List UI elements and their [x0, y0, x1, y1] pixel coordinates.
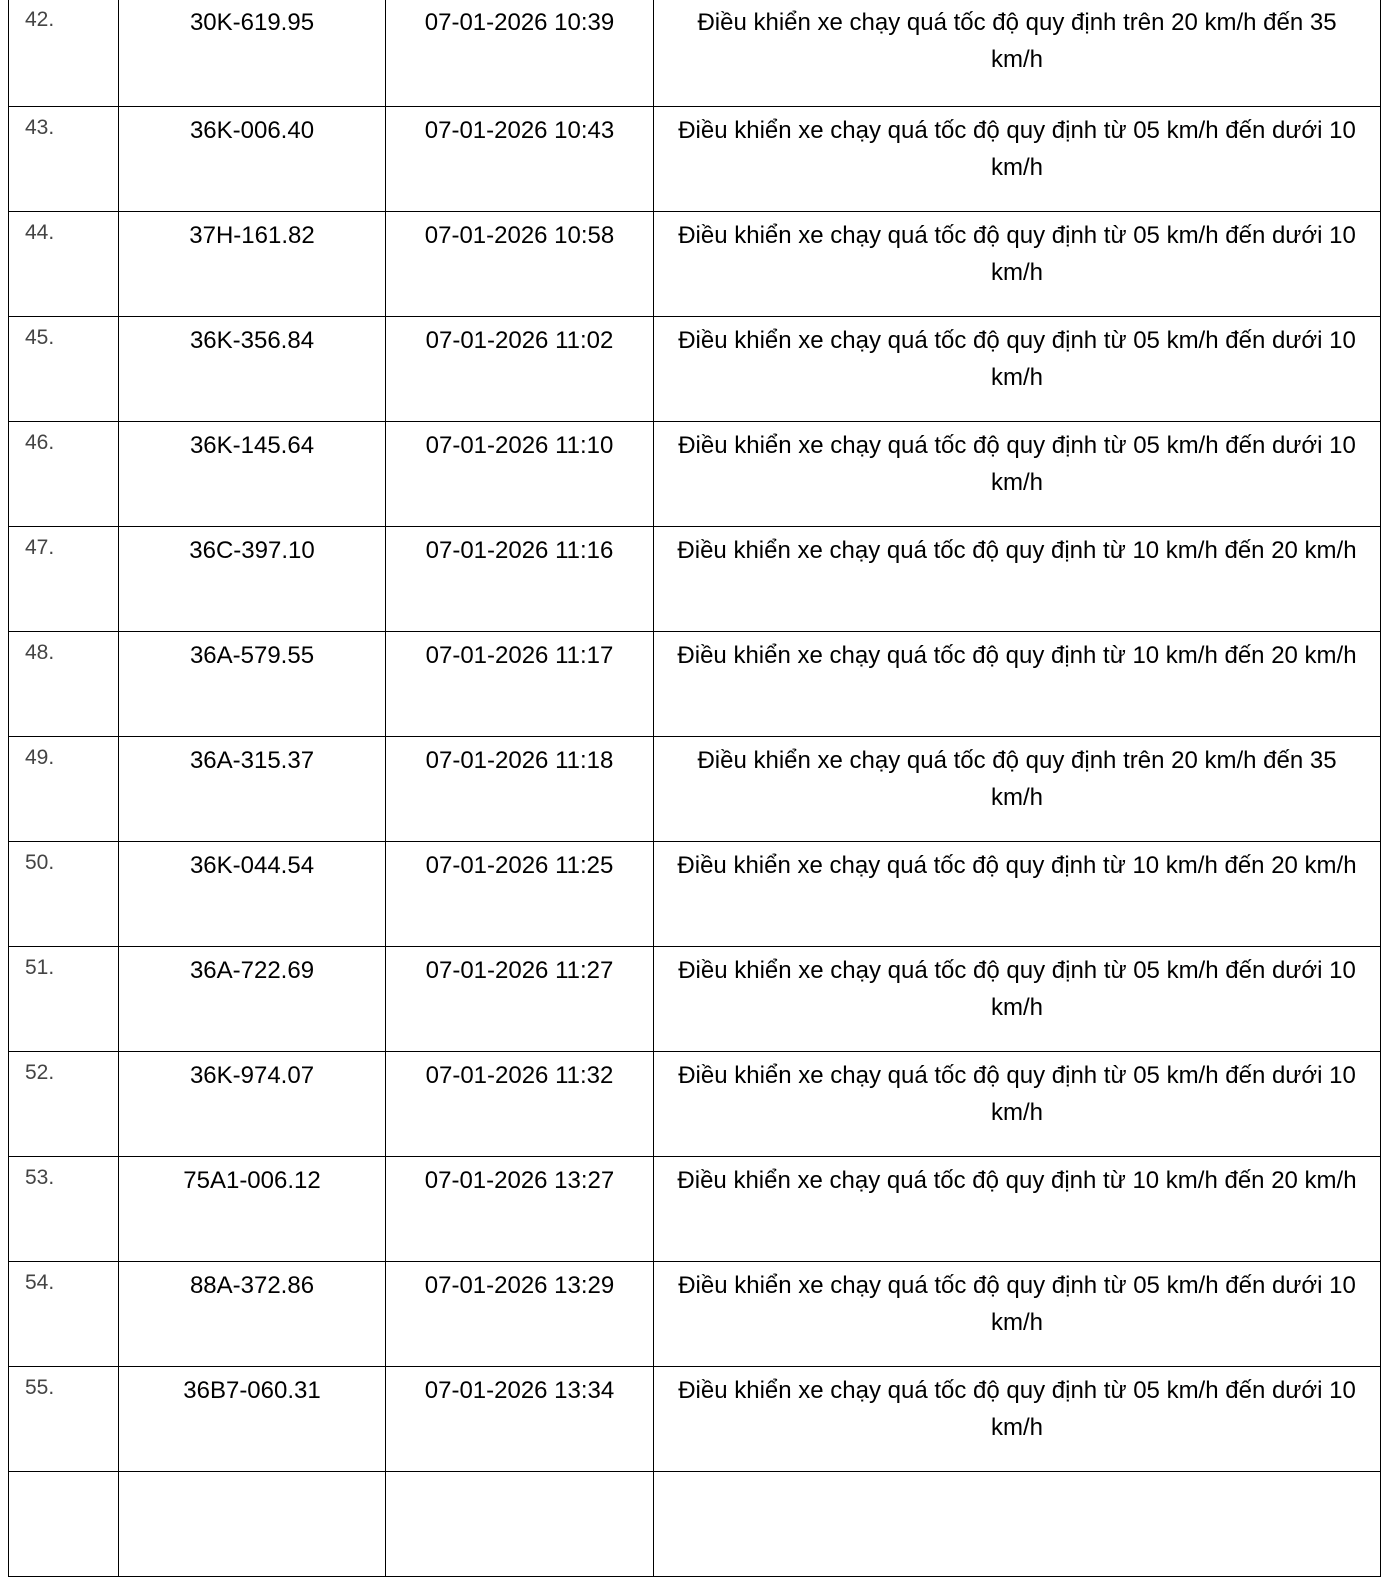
- license-plate: 36K-356.84: [119, 317, 386, 422]
- table-row: [9, 0, 1381, 107]
- violation-time: 07-01-2026 13:29: [386, 1262, 654, 1367]
- violation-time: 07-01-2026 10:58: [386, 212, 654, 317]
- violation-description: Điều khiển xe chạy quá tốc độ quy định từ 05 km/h đến dưới 10 km/h: [654, 212, 1381, 317]
- license-plate: 36K-974.07: [119, 1052, 386, 1157]
- violation-description: [654, 1472, 1381, 1577]
- violation-description: Điều khiển xe chạy quá tốc độ quy định từ 05 km/h đến dưới 10 km/h: [654, 422, 1381, 527]
- table-row: [9, 947, 1381, 1052]
- row-index: 44.: [9, 212, 119, 317]
- license-plate: 36A-315.37: [119, 737, 386, 842]
- violation-time: [386, 1472, 654, 1577]
- violation-description: Điều khiển xe chạy quá tốc độ quy định trên 20 km/h đến 35 km/h: [654, 0, 1381, 107]
- table-row: [9, 212, 1381, 317]
- row-index: 52.: [9, 1052, 119, 1157]
- row-index: 45.: [9, 317, 119, 422]
- violation-time: 07-01-2026 11:25: [386, 842, 654, 947]
- license-plate: 36K-006.40: [119, 107, 386, 212]
- violation-description: Điều khiển xe chạy quá tốc độ quy định từ 05 km/h đến dưới 10 km/h: [654, 1262, 1381, 1367]
- violation-description: Điều khiển xe chạy quá tốc độ quy định từ 10 km/h đến 20 km/h: [654, 632, 1381, 737]
- violation-time: 07-01-2026 13:34: [386, 1367, 654, 1472]
- violation-description: Điều khiển xe chạy quá tốc độ quy định từ 10 km/h đến 20 km/h: [654, 842, 1381, 947]
- violation-time: 07-01-2026 11:17: [386, 632, 654, 737]
- violation-time: 07-01-2026 10:43: [386, 107, 654, 212]
- violation-description: Điều khiển xe chạy quá tốc độ quy định từ 05 km/h đến dưới 10 km/h: [654, 947, 1381, 1052]
- violation-description: Điều khiển xe chạy quá tốc độ quy định từ 10 km/h đến 20 km/h: [654, 527, 1381, 632]
- violation-time: 07-01-2026 10:39: [386, 0, 654, 107]
- license-plate: 88A-372.86: [119, 1262, 386, 1367]
- table-row: [9, 1052, 1381, 1157]
- violation-time: 07-01-2026 11:10: [386, 422, 654, 527]
- violation-time: 07-01-2026 11:16: [386, 527, 654, 632]
- table-row: [9, 317, 1381, 422]
- violation-description: Điều khiển xe chạy quá tốc độ quy định từ 05 km/h đến dưới 10 km/h: [654, 107, 1381, 212]
- row-index: 51.: [9, 947, 119, 1052]
- license-plate: 36C-397.10: [119, 527, 386, 632]
- violations-table: [8, 0, 1381, 1577]
- table-row: [9, 107, 1381, 212]
- license-plate: [119, 1472, 386, 1577]
- row-index: 42.: [9, 0, 119, 107]
- license-plate: 75A1-006.12: [119, 1157, 386, 1262]
- table-row: [9, 1367, 1381, 1472]
- table-row: [9, 422, 1381, 527]
- violation-time: 07-01-2026 11:32: [386, 1052, 654, 1157]
- license-plate: 30K-619.95: [119, 0, 386, 107]
- table-row: [9, 1157, 1381, 1262]
- violation-description: Điều khiển xe chạy quá tốc độ quy định từ 10 km/h đến 20 km/h: [654, 1157, 1381, 1262]
- license-plate: 36K-145.64: [119, 422, 386, 527]
- violation-time: 07-01-2026 11:02: [386, 317, 654, 422]
- violation-description: Điều khiển xe chạy quá tốc độ quy định từ 05 km/h đến dưới 10 km/h: [654, 1367, 1381, 1472]
- table-row: [9, 1262, 1381, 1367]
- license-plate: 37H-161.82: [119, 212, 386, 317]
- table-row: [9, 842, 1381, 947]
- table-row: [9, 737, 1381, 842]
- violation-description: Điều khiển xe chạy quá tốc độ quy định trên 20 km/h đến 35 km/h: [654, 737, 1381, 842]
- row-index: 50.: [9, 842, 119, 947]
- license-plate: 36A-579.55: [119, 632, 386, 737]
- license-plate: 36B7-060.31: [119, 1367, 386, 1472]
- row-index: 49.: [9, 737, 119, 842]
- violation-time: 07-01-2026 13:27: [386, 1157, 654, 1262]
- row-index: [9, 1472, 119, 1577]
- violation-description: Điều khiển xe chạy quá tốc độ quy định từ 05 km/h đến dưới 10 km/h: [654, 1052, 1381, 1157]
- license-plate: 36K-044.54: [119, 842, 386, 947]
- row-index: 55.: [9, 1367, 119, 1472]
- row-index: 54.: [9, 1262, 119, 1367]
- row-index: 53.: [9, 1157, 119, 1262]
- table-row: [9, 1472, 1381, 1577]
- row-index: 43.: [9, 107, 119, 212]
- table-row: [9, 632, 1381, 737]
- row-index: 47.: [9, 527, 119, 632]
- row-index: 48.: [9, 632, 119, 737]
- violation-time: 07-01-2026 11:18: [386, 737, 654, 842]
- license-plate: 36A-722.69: [119, 947, 386, 1052]
- table-row: [9, 527, 1381, 632]
- violation-time: 07-01-2026 11:27: [386, 947, 654, 1052]
- row-index: 46.: [9, 422, 119, 527]
- violation-description: Điều khiển xe chạy quá tốc độ quy định từ 05 km/h đến dưới 10 km/h: [654, 317, 1381, 422]
